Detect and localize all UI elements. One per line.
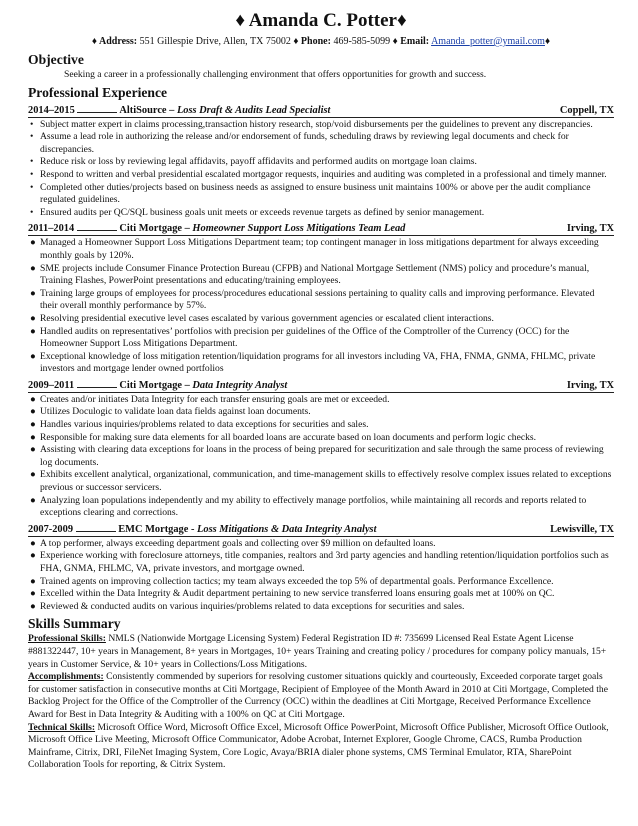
technical-skills-label: Technical Skills: (28, 721, 96, 733)
email-link[interactable]: Amanda_potter@ymail.com (431, 36, 545, 47)
duty-text: Training large groups of employees for process/procedures educational sessions pertaining to quality calls and improving performance. Elevated their overall monthly performance by 57%. (40, 287, 595, 312)
job-dates: 2014–2015 (28, 104, 75, 116)
list-item (28, 550, 614, 575)
bullet-icon: ● (30, 550, 36, 562)
list-item (28, 469, 614, 494)
bullet-icon: ● (30, 325, 36, 337)
duty-text: Reviewed & conducted audits on various inquiries/problems related to data exceptions for securities and sales. (40, 600, 465, 612)
list-item (28, 444, 614, 469)
list-item (28, 263, 614, 288)
duty-text: Completed other duties/projects based on business needs as assigned to ensure business unit maintains 100% or above per the audit compliance regulated guidelines. (40, 181, 591, 206)
duty-text: Exhibits excellent analytical, organizational, communication, and time-management skills to effectively resolve complex issues related to exceptions previous or successor servicers. (40, 469, 612, 494)
duty-text: Handles various inquiries/problems related to data exceptions for securities and sales. (40, 419, 369, 431)
job-header-rule (76, 523, 116, 532)
bullet-icon: ● (30, 312, 36, 324)
list-item (28, 419, 614, 432)
job-duties (28, 538, 614, 614)
bullet-icon: ● (30, 393, 36, 405)
bullet-icon: ● (30, 469, 36, 481)
professional-skills-text: NMLS (Nationwide Mortgage Licensing System) Federal Registration ID #: 735699 Licensed Real Estate Agent License #881322447, 10+ years in Management, 8+ years in Mortgages, 10+ years Training and creating policy / procedures for company policy manuals, 15+ years in Customer Service, & 10+ years in Collections/Loss Mitigations. (28, 633, 607, 670)
technical-skills (28, 722, 614, 772)
bullet-icon: ● (30, 588, 36, 600)
job-dates: 2007-2009 (28, 523, 74, 535)
duty-text: Experience working with foreclosure attorneys, title companies, realtors and 3rd party agencies and handling retention/liquidation portfolios such as FHA, GNMA, FHLMC, VA, private investors, and mortgage owned. (40, 550, 609, 574)
job-entry (28, 222, 614, 376)
bullet-icon: • (30, 206, 34, 218)
job-header (28, 523, 614, 537)
duty-text: Analyzing loan populations independently and my ability to effectively manage portfolios, while maintaining all records and reports related to exceptions clearing and corrections. (40, 494, 587, 519)
job-header (28, 104, 614, 118)
bullet-icon: • (30, 168, 34, 180)
job-location: Coppell, TX (559, 104, 614, 116)
bullet-icon: ● (30, 575, 36, 587)
job-location: Lewisville, TX (550, 523, 614, 535)
job-header-left (28, 523, 377, 536)
job-entry (28, 104, 614, 220)
professional-skills (28, 633, 614, 671)
bullet-icon: ● (30, 350, 36, 362)
bullet-icon: ● (30, 419, 36, 431)
list-item (28, 237, 614, 262)
duty-text: Resolving presidential executive level cases escalated by various government agencies or escalated client interactions. (40, 312, 494, 324)
bullet-icon: ● (30, 431, 36, 443)
list-item (28, 169, 614, 182)
phone-label: ♦ Phone: (293, 36, 331, 47)
job-company: EMC Mortgage - (118, 523, 195, 535)
job-header-left (28, 222, 405, 235)
duty-text: Subject matter expert in claims processing,transaction history research, stop/void disbursements per the guidelines to prevent any discrepancies. (40, 118, 593, 130)
skills-heading: Skills Summary (28, 616, 121, 632)
job-location: Irving, TX (566, 223, 614, 235)
job-location: Irving, TX (566, 379, 614, 391)
candidate-name: ♦ Amanda C. Potter♦ (235, 10, 407, 31)
list-item (28, 394, 614, 407)
job-dates: 2009–2011 (28, 379, 75, 391)
job-role: Homeowner Support Loss Mitigations Team Lead (192, 223, 406, 235)
list-item (28, 288, 614, 313)
bullet-icon: ● (30, 537, 36, 549)
list-item (28, 538, 614, 551)
contact-line (28, 35, 614, 48)
job-duties (28, 394, 614, 520)
address-value: 551 Gillespie Drive, Allen, TX 75002 (139, 36, 291, 47)
list-item (28, 601, 614, 614)
job-header-rule (77, 104, 117, 113)
list-item (28, 326, 614, 351)
job-list (28, 104, 614, 614)
job-role: Loss Mitigations & Data Integrity Analyst (197, 523, 377, 535)
duty-text: Handled audits on representatives’ portfolios with precision per guidelines of the Office of the Comptroller of the Currency (OCC) for the Homeowner Support Loss Mitigations Department. (40, 325, 570, 350)
list-item (28, 313, 614, 326)
job-entry (28, 379, 614, 520)
duty-text: Assume a lead role in authorizing the release and/or endorsement of funds, scheduling draws by reviewing legal documents and check for discrepancies. (40, 131, 569, 155)
list-item (28, 156, 614, 169)
accomplishments-label: Accomplishments: (28, 671, 104, 683)
list-item (28, 588, 614, 601)
phone-value: 469-585-5099 (333, 36, 391, 47)
duty-text: Trained agents on improving collection tactics; my team always exceeded the top 5% of departmental goals. Performance Excellence. (40, 575, 554, 587)
duty-text: Managed a Homeowner Support Loss Mitigations Department team; top contingent manager in loss mitigations department for always exceeding monthly goals by 120%. (40, 237, 599, 261)
list-item (28, 495, 614, 520)
technical-skills-text: Microsoft Office Word, Microsoft Office Excel, Microsoft Office PowerPoint, Microsoft Office Publisher, Microsoft Office Outlook, Microsoft Office Live Meeting, Microsoft Office Communicator, Adobe Acrobat, Internet Explorer, Google Chrome, CACS, Rumba Production Mainframe, Citrix, DRI, FileNet Imaging System, Core Logic, Avaya/BRIA dialer phone systems, CMS Terminal Emulator, RTA, SharePoint Collaboration Tools for reporting, & Citrix System. (28, 721, 609, 771)
bullet-icon: • (30, 118, 34, 130)
objective-heading: Objective (28, 52, 84, 67)
bullet-icon: ● (30, 406, 36, 418)
duty-text: Utilizes Doculogic to validate loan data fields against loan documents. (40, 406, 311, 418)
job-company: AltiSource – (119, 104, 175, 116)
list-item (28, 131, 614, 156)
list-item (28, 576, 614, 589)
list-item (28, 182, 614, 207)
bullet-icon: ● (30, 444, 36, 456)
bullet-icon: ● (30, 494, 36, 506)
job-header-left (28, 104, 330, 117)
job-dates: 2011–2014 (28, 223, 75, 235)
duty-text: Excelled within the Data Integrity & Audit department pertaining to new service transferred loans ensuring goals met at 100% on QC. (40, 588, 555, 600)
accomplishments-text: Consistently commended by superiors for resolving customer situations quickly and courteously, Exceeded corporate target goals for customer satisfaction in consecutive months at Citi Mortgage, Recipient of Employee of the Month Award in 2010 at Citi Mortgage, Completed the Backlog Project for the Office of the Comptroller of the Currency (OCC) within the deadlines at Citi Mortgage, Received Performance Excellence Award for Best in Data Integrity & Auditing with a 100% on QC at Citi Mortgage. (28, 671, 608, 720)
bullet-icon: ● (30, 287, 36, 299)
job-duties (28, 237, 614, 376)
duty-text: Respond to written and verbal presidential escalated mortgagor requests, inquiries and auditing was completed in a professional and timely manner. (40, 168, 607, 180)
job-company: Citi Mortgage – (119, 223, 190, 235)
address-label: ♦ Address: (91, 36, 138, 47)
bullet-icon: • (30, 181, 34, 193)
job-entry (28, 523, 614, 614)
job-header-rule (77, 379, 117, 388)
bullet-icon: ● (30, 600, 36, 612)
accomplishments (28, 671, 614, 721)
duty-text: Creates and/or initiates Data Integrity for each transfer ensuring goals are met or exceeded. (40, 393, 390, 405)
duty-text: Responsible for making sure data elements for all boarded loans are accurate based on loan documents and perform logic checks. (40, 431, 537, 443)
list-item (28, 207, 614, 220)
bullet-icon: ● (30, 237, 36, 249)
experience-heading: Professional Experience (28, 84, 168, 100)
duty-text: Assisting with clearing data exceptions for loans in the process of being prepared for securitization and sale through the same process of reviewing log documents. (40, 444, 604, 468)
list-item (28, 432, 614, 445)
objective-text: Seeking a career in a professionally challenging environment that offers opportunities for growth and success. (64, 69, 487, 80)
bullet-icon: • (30, 156, 34, 168)
job-company: Citi Mortgage – (119, 379, 190, 391)
job-header-left (28, 379, 287, 392)
duty-text: Exceptional knowledge of loss mitigation retention/liquidation programs for all investors including VA, FHA, FNMA, GNMA, FHLMC, private investors and mortgage lender owned portfolios (40, 350, 596, 375)
skills-summary (28, 633, 614, 772)
list-item (28, 119, 614, 132)
duty-text: Ensured audits per QC/SQL business goals unit meets or exceeds revenue targets as defined by senior management. (40, 206, 485, 218)
job-header (28, 379, 614, 393)
list-item (28, 406, 614, 419)
bullet-icon: ● (30, 262, 36, 274)
email-label: ♦ Email: (392, 36, 430, 47)
job-role: Loss Draft & Audits Lead Specialist (176, 104, 331, 116)
job-duties (28, 119, 614, 220)
contact-trail: ♦ (544, 36, 551, 47)
job-header (28, 222, 614, 236)
list-item (28, 351, 614, 376)
job-header-rule (77, 222, 117, 231)
duty-text: A top performer, always exceeding department goals and collecting over $9 million on defaulted loans. (40, 537, 436, 549)
professional-skills-label: Professional Skills: (28, 633, 106, 645)
duty-text: Reduce risk or loss by reviewing legal affidavits, payoff affidavits and performed audits on mortgage loan claims. (40, 156, 477, 168)
job-role: Data Integrity Analyst (192, 379, 288, 391)
duty-text: SME projects include Consumer Finance Protection Bureau (CFPB) and National Mortgage Settlement (NMS) policy and procedure’s manual, Training Flashes, PowerPoint presentations and educating/training employees. (40, 262, 590, 287)
bullet-icon: • (30, 131, 34, 143)
